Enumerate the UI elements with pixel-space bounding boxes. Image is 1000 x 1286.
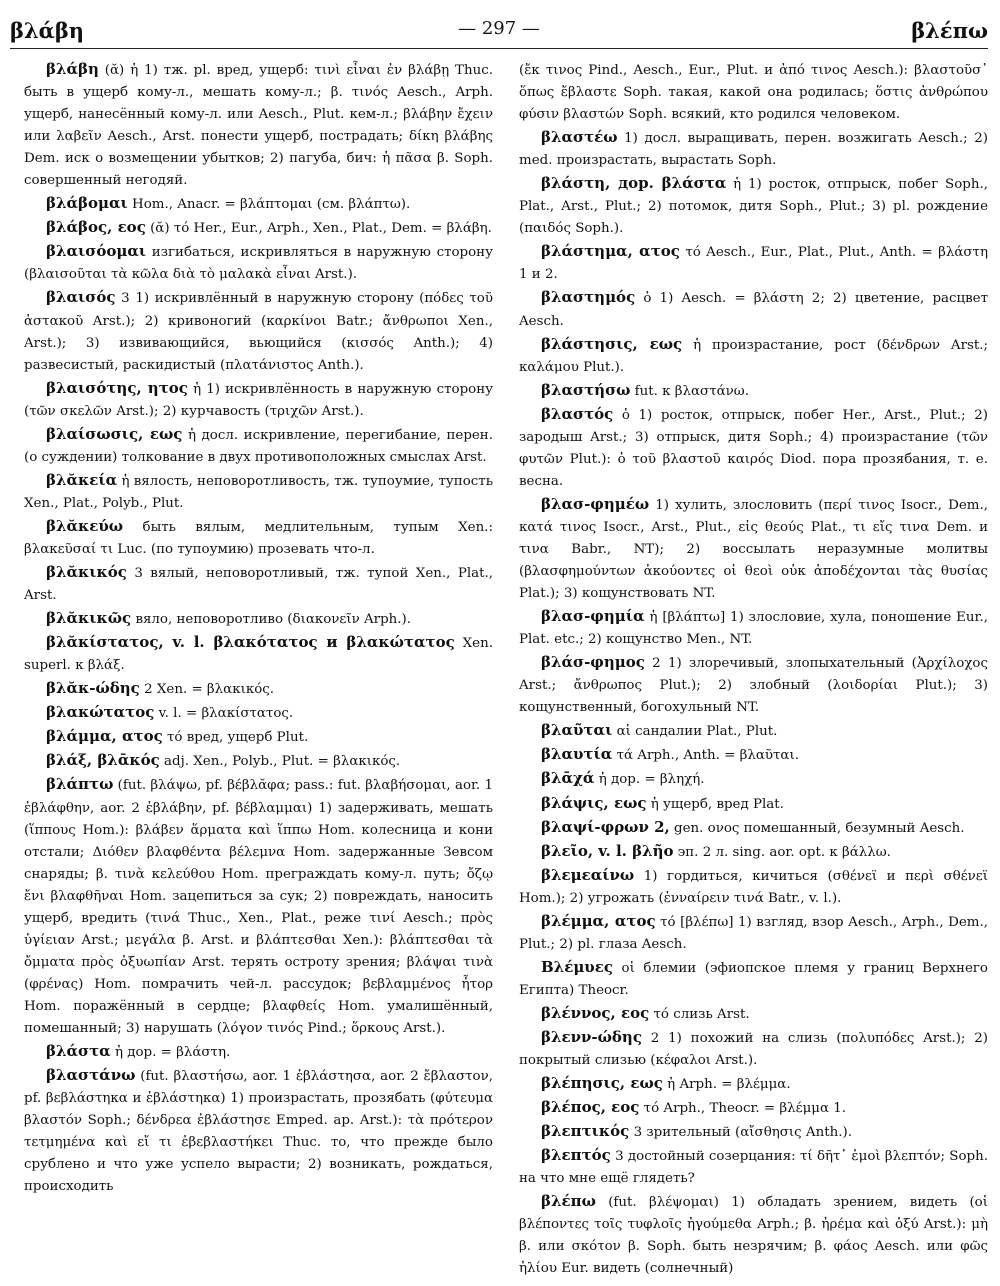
- entry-definition: 3 1) искривлённый в наружную сторону (πόδες τοῦ ἀστακοῦ Arst.); 2) кривоногий (καρκίνοι Batr.; ἄνθρωποι Xen., Arst.); 3) извивающийся, вьющийся (κισσός Anth.); 4) развесистый, раскидистый (πλατάνιστος Anth.).: [24, 291, 493, 373]
- entry-definition: τό слизь Arst.: [649, 1006, 750, 1022]
- entry-headword: βλᾰκίστατος, v. l. βλακότατος и βλακώτατος: [46, 633, 455, 652]
- dictionary-entry: [519, 840, 988, 864]
- dictionary-entry: [24, 216, 493, 240]
- entry-definition: (ἔκ τινος Pind., Aesch., Eur., Plut. и ἀπό τινος Aesch.): βλαστοῦσ᾽ ὅπως ἔβλαστε Soph. такая, какой она родилась; ὅστις ἀνθρώπου φύσιν βλαστών Soph. всякий, кто родился человеком.: [519, 63, 988, 123]
- entry-definition: οἱ блемии (эфиопское племя у границ Верхнего Египта) Theocr.: [519, 960, 988, 998]
- entry-headword: βλάστημα, ατος: [541, 242, 680, 261]
- entry-headword: βλᾰκικῶς: [46, 609, 132, 628]
- dictionary-entry: [519, 379, 988, 403]
- left-column: [24, 58, 493, 1278]
- dictionary-entry: [519, 719, 988, 743]
- entry-definition: τό [βλέπω] 1) взгляд, взор Aesch., Arph., Dem., Plut.; 2) pl. глаза Aesch.: [519, 914, 988, 952]
- dictionary-entry: [24, 561, 493, 607]
- dictionary-entry: [519, 1072, 988, 1096]
- entry-definition: 3 достойный созерцания: τί δῆτ᾽ ἐμοὶ βλεπτόν; Soph. на что мне ещё глядеть?: [519, 1149, 988, 1187]
- entry-definition: Hom., Anacr. = βλάπτομαι (см. βλάπτω).: [127, 197, 411, 213]
- entry-definition: ἡ дор. = βληχή.: [594, 772, 705, 788]
- entry-headword: βλαισόομαι: [46, 242, 147, 261]
- dictionary-entry: [24, 423, 493, 469]
- dictionary-entry: [519, 767, 988, 791]
- entry-headword: βλαισότης, ητος: [46, 378, 188, 397]
- entry-definition: эп. 2 л. sing. aor. opt. к βάλλω.: [673, 844, 891, 860]
- dictionary-entry: [519, 910, 988, 956]
- entry-headword: βλάψις, εως: [541, 793, 647, 812]
- left-running-headword: βλάβη: [10, 18, 85, 43]
- entry-headword: βλᾰκεύω: [46, 516, 124, 535]
- entry-headword: βλέμμα, ατος: [541, 911, 656, 930]
- right-column: [519, 58, 988, 1278]
- entry-headword: βλέννος, εος: [541, 1003, 650, 1022]
- entry-definition: быть вялым, медлительным, тупым Xen.: βλακεῦσαί τι Luc. (по тупоумию) прозевать что-л.: [24, 519, 493, 557]
- entry-headword: βλαῦται: [541, 721, 613, 740]
- dictionary-entry: [24, 677, 493, 701]
- entry-headword: βλάβος, εος: [46, 218, 146, 237]
- entry-definition: ὁ 1) росток, отпрыск, побег Her., Arst., Plut.; 2) зародыш Arst.; 3) отпрыск, дитя Soph.; 4) произрастание (τῶν φυτῶν Plut.): ὁ τοῦ βλαστοῦ καιρός Diod. пора прозябания, т. е. весна.: [519, 407, 988, 489]
- entry-headword: βλαίσωσις, εως: [46, 424, 183, 443]
- entry-definition: (fut. βλέψομαι) 1) обладать зрением, видеть (οἱ βλέποντες τοῖς τυφλοῖς ἡγούμεθα Arph.; β. ἠρέμα καὶ ὀξύ Arst.): μὴ β. или σκότον β. Soph. быть незрячим; β. φάος Aesch. или φῶς ἡλίου Eur. видеть (солнечный): [519, 1195, 988, 1277]
- entry-definition: ἡ ущерб, вред Plat.: [646, 796, 784, 812]
- entry-headword: βλεπτός: [541, 1146, 611, 1165]
- dictionary-entry: [519, 651, 988, 719]
- entry-definition: gen. ονος помешанный, безумный Aesch.: [669, 820, 965, 836]
- dictionary-entry: [519, 172, 988, 240]
- entry-definition: τό Aesch., Eur., Plat., Plut., Anth. = βλάστη 1 и 2.: [519, 245, 988, 283]
- page-number: — 297 —: [458, 18, 540, 39]
- entry-definition: ἡ 1) искривлённость в наружную сторону (τῶν σκελῶν Arst.); 2) курчавость (τριχῶν Arst.).: [24, 381, 493, 419]
- entry-headword: βλαστήσω: [541, 380, 631, 399]
- entry-definition: 3 вялый, неповоротливый, тж. тупой Xen., Plat., Arst.: [24, 566, 493, 604]
- entry-definition: τό вред, ущерб Plut.: [162, 730, 309, 746]
- entry-headword: βλᾱχά: [541, 769, 595, 788]
- entry-headword: βλάμμα, ατος: [46, 727, 163, 746]
- dictionary-entry: [24, 469, 493, 515]
- entry-definition: ἡ Arph. = βλέμμα.: [662, 1077, 791, 1093]
- dictionary-entry: [519, 403, 988, 493]
- entry-headword: βλαστέω: [541, 128, 618, 147]
- dictionary-entry: [519, 1120, 988, 1144]
- entry-headword: βλεμεαίνω: [541, 865, 635, 884]
- dictionary-entry: [519, 286, 988, 332]
- entry-headword: βλάστησις, εως: [541, 334, 683, 353]
- entry-headword: βλαστός: [541, 404, 614, 423]
- entry-definition: 2 Xen. = βλακικός.: [139, 682, 275, 698]
- dictionary-entry: [519, 1190, 988, 1278]
- entry-definition: изгибаться, искривляться в наружную сторону (βλαισοῦται τὰ κῶλα διὰ τὸ μαλακὰ εἶναι Arst.).: [24, 245, 493, 283]
- entry-definition: αἱ сандалии Plat., Plut.: [612, 724, 778, 740]
- columns: [24, 58, 988, 1278]
- entry-definition: вяло, неповоротливо (διακονεῖν Arph.).: [131, 612, 412, 628]
- entry-headword: βλέπος, εος: [541, 1098, 640, 1117]
- entry-definition: (fut. βλαστήσω, aor. 1 ἐβλάστησα, aor. 2 ἔβλαστον, pf. βεβλάστηκα и ἐβλάστηκα) 1) произрастать, прозябать (φύτευμα βλαστόν Soph.; δένδρεα ἐβλάστησε Emped. ap. Arst.): τὰ πρότερον τετμημένα καὶ εἴ τι ἐβεβλαστήκει Thuc. то, что прежде было срублено и что уже успело вырасти; 2) возникать, рождаться, происходить: [24, 1069, 493, 1195]
- dictionary-entry: [24, 1040, 493, 1064]
- entry-headword: βλαστάνω: [46, 1066, 136, 1085]
- entry-headword: βλάστα: [46, 1042, 111, 1061]
- dictionary-entry: [519, 126, 988, 172]
- right-running-headword: βλέπω: [911, 18, 988, 43]
- dictionary-entry: [519, 816, 988, 840]
- entry-definition: ἡ 1) росток, отпрыск, побег Soph., Plat., Arst., Plut.; 2) потомок, дитя Soph., Plut.; 3) pl. рождение (παιδός Soph.).: [519, 177, 988, 237]
- entry-headword: βλεπτικός: [541, 1122, 630, 1141]
- dictionary-entry: [519, 605, 988, 651]
- entry-definition: 1) хулить, злословить (περί τινος Isocr., Dem., κατά τινος Isocr., Arst., Plut., εἰς θεούς Plat., τι εἴς τινα Dem. и τινα Babr., NT); 2) воссылать неразумные молитвы (βλασφημούντων ἀκούοντες οἱ θεοὶ οὐκ ἀποδέχονται τὰς θυσίας Plat.); 3) кощунствовать NT.: [519, 497, 988, 602]
- entry-definition: Xen. superl. к βλάξ.: [24, 636, 493, 674]
- dictionary-entry: [519, 58, 988, 126]
- dictionary-entry: [519, 1002, 988, 1026]
- entry-headword: βλάβομαι: [46, 194, 128, 213]
- entry-definition: ἡ вялость, неповоротливость, тж. тупоумие, тупость Xen., Plat., Polyb., Plut.: [24, 473, 493, 511]
- entry-headword: Βλέμυες: [541, 957, 613, 976]
- entry-definition: 2 1) похожий на слизь (πολυπόδες Arst.); 2) покрытый слизью (κέφαλοι Arst.).: [519, 1030, 988, 1069]
- dictionary-entry: [24, 192, 493, 216]
- entry-definition: ἡ [βλάπτω] 1) злословие, хула, поношение Eur., Plat. etc.; 2) кощунство Men., NT.: [519, 610, 988, 648]
- dictionary-entry: [24, 377, 493, 423]
- dictionary-entry: [24, 607, 493, 631]
- entry-definition: ἡ произрастание, рост (δένδρων Arst.; καλάμου Plut.).: [519, 337, 988, 375]
- entry-headword: βλενν-ώδης: [541, 1027, 642, 1046]
- entry-definition: 1) гордиться, кичиться (σθένεϊ и περὶ σθένεϊ Hom.); 2) угрожать (ἐνναίρειν τινά Batr., v. l.).: [519, 868, 988, 906]
- entry-definition: fut. к βλαστάνω.: [630, 383, 749, 399]
- dictionary-entry: [24, 631, 493, 677]
- entry-definition: ἡ дор. = βλάστη.: [110, 1045, 231, 1061]
- dictionary-entry: [519, 864, 988, 910]
- entry-headword: βλάσ-φημος: [541, 653, 645, 672]
- entry-definition: v. l. = βλακίστατος.: [154, 706, 294, 722]
- entry-definition: τά Arph., Anth. = βλαῦται.: [612, 748, 799, 764]
- entry-definition: (ᾰ) τό Her., Eur., Arph., Xen., Plat., Dem. = βλάβη.: [145, 221, 492, 237]
- entry-definition: τό Arph., Theocr. = βλέμμα 1.: [639, 1101, 847, 1117]
- dictionary-entry: [519, 743, 988, 767]
- entry-headword: βλασ-φημέω: [541, 494, 650, 513]
- dictionary-entry: [24, 749, 493, 773]
- dictionary-entry: [519, 493, 988, 605]
- dictionary-entry: [24, 515, 493, 561]
- dictionary-entry: [24, 773, 493, 1040]
- entry-headword: βλέπω: [541, 1192, 596, 1211]
- dictionary-entry: [519, 240, 988, 286]
- entry-headword: βλάστη, дор. βλάστα: [541, 174, 727, 193]
- page-header: [10, 14, 988, 49]
- dictionary-entry: [519, 792, 988, 816]
- entry-headword: βλάβη: [46, 60, 99, 78]
- entry-headword: βλακώτατος: [46, 703, 155, 722]
- entry-headword: βλαστημός: [541, 288, 636, 307]
- dictionary-entry: [24, 701, 493, 725]
- entry-headword: βλάξ, βλᾱκός: [46, 751, 160, 770]
- entry-headword: βλάπτω: [46, 775, 114, 794]
- entry-definition: ἡ досл. искривление, перегибание, перен. (о суждении) толкование в двух противоположных смыслах Arst.: [24, 427, 493, 465]
- entry-headword: βλαψί-φρων 2,: [541, 817, 670, 836]
- entry-definition: 1) досл. выращивать, перен. возжигать Aesch.; 2) med. произрастать, вырастать Soph.: [519, 131, 988, 169]
- entry-headword: βλεῖο, v. l. βλῆο: [541, 841, 674, 860]
- entry-headword: βλᾰκ-ώδης: [46, 679, 140, 698]
- dictionary-entry: [519, 333, 988, 379]
- dictionary-entry: [24, 286, 493, 376]
- entry-headword: βλᾰκικός: [46, 563, 127, 582]
- entry-definition: 2 1) злоречивый, злопыхательный (Ἀρχίλοχος Arst.; ἄνθρωπος Plut.); 2) злобный (λοιδορίαι Plut.); 3) кощунственный, богохульный NT.: [519, 656, 988, 716]
- entry-headword: βλαισός: [46, 288, 116, 307]
- dictionary-entry: [519, 1026, 988, 1072]
- dictionary-entry: [519, 956, 988, 1002]
- entry-headword: βλέπησις, εως: [541, 1074, 663, 1093]
- entry-definition: 3 зрительный (αἴσθησις Anth.).: [629, 1125, 852, 1141]
- dictionary-entry: [24, 725, 493, 749]
- entry-headword: βλᾰκεία: [46, 470, 118, 489]
- entry-definition: (fut. βλάψω, pf. βέβλᾰφα; pass.: fut. βλαβήσομαι, aor. 1 ἐβλάφθην, aor. 2 ἐβλάβην, pf. βέβλαμμαι) 1) задерживать, мешать (ἵππους Hom.): βλάβεν ἅρματα καὶ ἵππω Hom. колесница и кони отстали; Διόθεν βλαφθέντα βέλεμνα Hom. задержанные Зевсом снаряды; β. τινὰ κελεύθου Hom. преграждать кому-л. путь; ὄζῳ ἔνι βλαφθῆναι Hom. зацепиться за сук; 2) повреждать, наносить ущерб, вредить (τινά Thuc., Xen., Plat., реже τινί Aesch.; πρὸς ὑγίειαν Arst.; μεγάλα β. Arst. и βλάπτεσθαι Xen.): βλάπτεσθαι τὰ ὄμματα πρὸς ὀξυωπίαν Arst. терять остроту зрения; βλάψαι τινὰ (φρένας) Hom. помрачить чей-л. рассудок; βεβλαμμένος ἦτορ Hom. поражённый в сердце; βλαφθείς Hom. умалишённый, помешанный; 3) нарушать (λόγον τινός Pind.; ὅρκους Arst.).: [24, 778, 493, 1036]
- entry-definition: (ᾰ) ἡ 1) тж. pl. вред, ущерб: τινὶ εἶναι ἐν βλάβῃ Thuc. быть в ущерб кому-л., мешать кому-л.; β. τινός Aesch., Arph. ущерб, нанесённый кому-л. или Aesch., Plut. кем-л.; βλάβην ἔχειν или λαβεῖν Aesch., Arst. понести ущерб, пострадать; δίκη βλάβης Dem. иск о возмещении убытков; 2) пагуба, бич: ἡ πᾶσα β. Soph. совершенный негодяй.: [24, 63, 493, 189]
- entry-definition: adj. Xen., Polyb., Plut. = βλακικός.: [159, 754, 401, 770]
- entry-headword: βλαυτία: [541, 745, 613, 764]
- dictionary-entry: [24, 1064, 493, 1198]
- dictionary-entry: [24, 240, 493, 286]
- dictionary-entry: [519, 1144, 988, 1190]
- dictionary-entry: [519, 1096, 988, 1120]
- entry-headword: βλασ-φημία: [541, 607, 645, 626]
- entry-definition: ὁ 1) Aesch. = βλάστη 2; 2) цветение, расцвет Aesch.: [519, 291, 988, 329]
- dictionary-entry: [24, 58, 493, 192]
